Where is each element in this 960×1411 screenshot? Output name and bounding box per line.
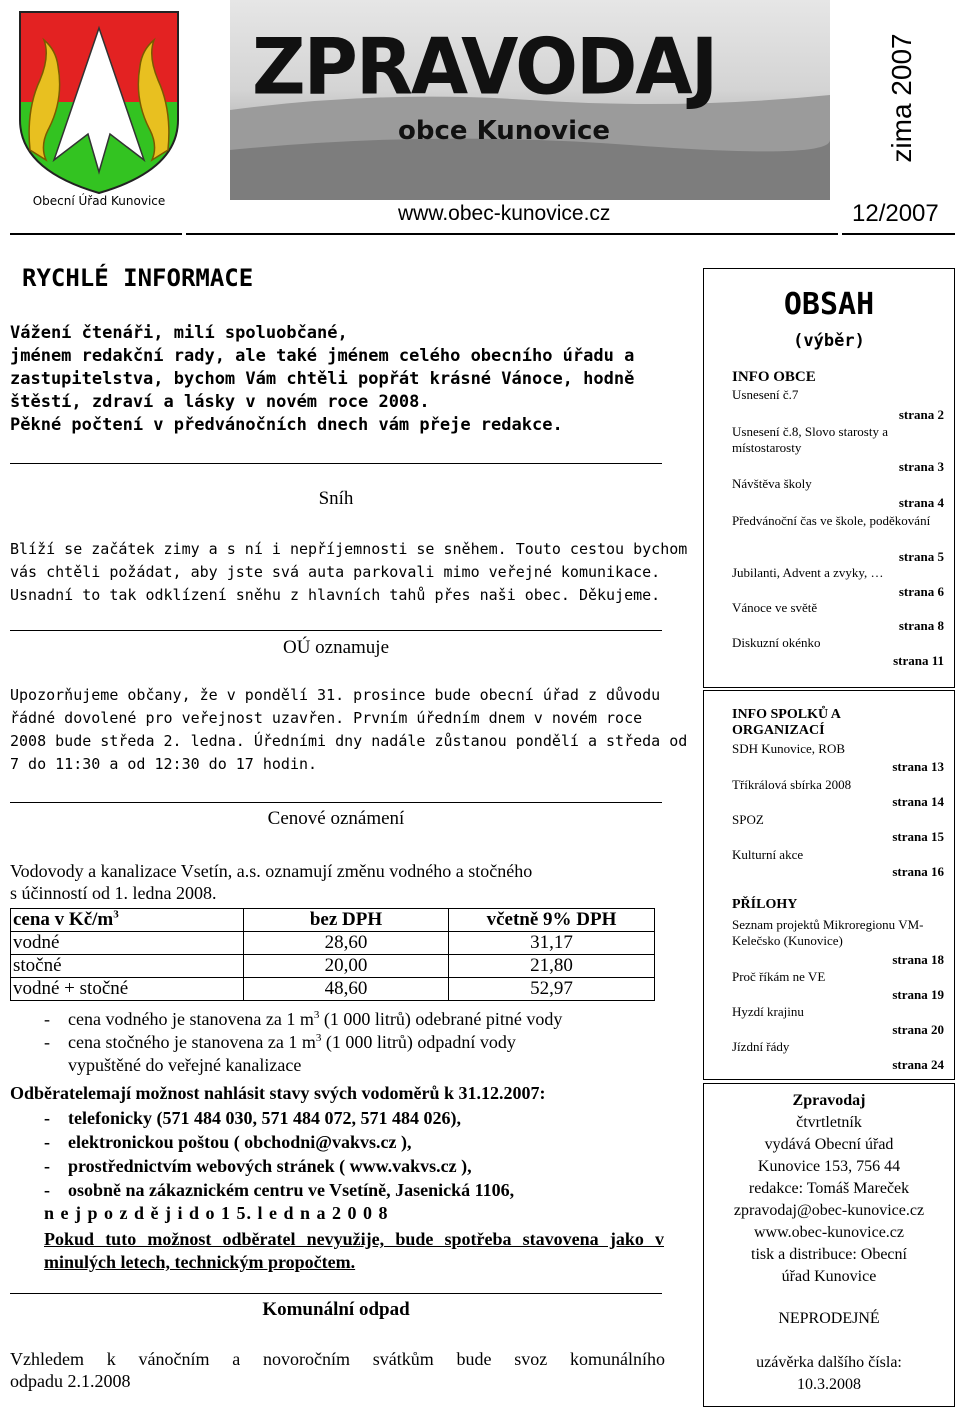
- toc-item-page[interactable]: strana 5: [898, 549, 944, 564]
- snow-title: Sníh: [318, 488, 354, 509]
- toc-item-label[interactable]: Usnesení č.8, Slovo starosty a místostarosty: [732, 424, 888, 455]
- note-sup: 3: [315, 1032, 322, 1044]
- toc-item-label[interactable]: Kulturní akce: [732, 847, 804, 862]
- row-label: vodné: [11, 932, 244, 955]
- toc-item-page[interactable]: strana 13: [892, 759, 944, 774]
- office-label: Obecní Úřad Kunovice: [32, 194, 166, 208]
- deadline-date: 10.3.2008: [797, 1376, 861, 1393]
- report-item: - prostřednictvím webových stránek ( www.vakvs.cz ),: [44, 1154, 664, 1178]
- report-item: - osobně na zákaznickém centru ve Vsetíně, Jasenická 1106,: [44, 1178, 664, 1202]
- price-intro-line: Vodovody a kanalizace Vsetín, a.s. oznamují změnu vodného a stočného: [10, 861, 533, 881]
- row-label: vodné + stočné: [11, 978, 244, 1001]
- note-sup: 3: [313, 1009, 320, 1021]
- report-deadline: n e j p o z d ě j i d o 1 5. l e d n a 2 0 0 8: [44, 1203, 389, 1223]
- banner-subtitle: obce Kunovice: [398, 116, 611, 146]
- note-text: cena stočného je stanovena za 1 m: [68, 1032, 316, 1052]
- toc-item-label[interactable]: Předvánoční čas ve škole, poděkování: [732, 513, 931, 528]
- note-text: (1 000 litrů) odebrané pitné vody: [319, 1009, 563, 1029]
- report-warning: Pokud tuto možnost odběratel nevyužije, bude spotřeba stavovena jako v minulých letech, technickým propočtem.: [44, 1229, 664, 1272]
- snow-line: vás chtěli požádat, aby jste svá auta parkovali mimo veřejné komunikace.: [10, 563, 661, 581]
- report-heading: Odběratelemají možnost nahlásit stavy svých vodoměrů k 31.12.2007:: [10, 1083, 546, 1103]
- row-label: stočné: [11, 955, 244, 978]
- toc-item-label[interactable]: Proč říkám ne VE: [732, 969, 826, 984]
- header-url-link[interactable]: www.obec-kunovice.cz: [398, 202, 611, 225]
- ou-line: Upozorňujeme občany, že v pondělí 31. prosince bude obecní úřad z důvodu: [10, 686, 661, 704]
- publisher-line: čtvrtletník: [796, 1114, 862, 1131]
- table-header-row: [11, 909, 655, 932]
- ou-line: řádné dovolené pro veřejnost uzavřen. Prvním úředním dnem v novém roce: [10, 709, 643, 727]
- header-label: cena v Kč/m: [13, 909, 114, 930]
- row-net: 20,00: [244, 955, 449, 978]
- greeting-line: jménem redakční rady, ale také jménem celého obecního úřadu a: [10, 346, 635, 366]
- greeting-line: zastupitelstva, bychom Vám chtěli popřát krásné Vánoce, hodně: [10, 369, 635, 389]
- price-notes: [44, 1008, 664, 1077]
- ou-text: [10, 684, 690, 776]
- publisher-box: [703, 1083, 955, 1407]
- toc-item-page[interactable]: strana 18: [892, 952, 944, 967]
- table-row: [11, 932, 655, 955]
- publisher-line: tisk a distribuce: Obecní: [751, 1246, 907, 1263]
- note-text: (1 000 litrů) odpadní vody: [321, 1032, 516, 1052]
- note-text: cena vodného je stanovena za 1 m: [68, 1009, 314, 1029]
- masthead-banner: [230, 0, 830, 200]
- section-divider: [10, 802, 662, 803]
- price-intro-line: s účinností od 1. ledna 2008.: [10, 883, 217, 903]
- greeting: [10, 322, 690, 437]
- greeting-line: štěstí, zdraví a lásky v novém roce 2008.: [10, 392, 430, 412]
- season-label: [852, 12, 952, 184]
- toc-item-label[interactable]: Tříkrálová sbírka 2008: [732, 777, 852, 792]
- toc-item-page[interactable]: strana 3: [898, 459, 944, 474]
- row-gross: 31,17: [449, 932, 655, 955]
- snow-line: Blíží se začátek zimy a s ní i nepříjemnosti se sněhem. Touto cestou bychom: [10, 540, 688, 558]
- toc-item-label[interactable]: Usnesení č.7: [732, 387, 799, 402]
- deadline-label: uzávěrka dalšího čísla:: [756, 1354, 902, 1371]
- toc-item-page[interactable]: strana 15: [892, 829, 944, 844]
- toc-item-label[interactable]: SPOZ: [732, 812, 764, 827]
- section-divider: [10, 463, 662, 464]
- toc-item-label[interactable]: Hyzdí krajinu: [732, 1004, 804, 1019]
- toc-item-page[interactable]: strana 19: [892, 987, 944, 1002]
- snow-line: Usnadní to tak odklízení sněhu z hlavních tahů přes naši obec. Děkujeme.: [10, 586, 661, 604]
- ou-title: OÚ oznamuje: [282, 637, 390, 658]
- publisher-line: redakce: Tomáš Mareček: [748, 1180, 910, 1197]
- toc-item-label[interactable]: Návštěva školy: [732, 476, 812, 491]
- not-for-sale-label: NEPRODEJNÉ: [778, 1310, 880, 1327]
- waste-line: odpadu 2.1.2008: [10, 1371, 131, 1391]
- issue-number: 12/2007: [852, 200, 939, 227]
- snow-text: [10, 538, 690, 607]
- report-item: - elektronickou poštou ( obchodni@vakvs.cz ),: [44, 1130, 664, 1154]
- section-divider: [10, 1293, 662, 1294]
- publication-title: Zpravodaj: [792, 1092, 866, 1109]
- toc-item-page[interactable]: strana 6: [898, 584, 944, 599]
- table-of-contents: [703, 268, 955, 688]
- ou-line: 2008 bude středa 2. ledna. Úředními dny nadále zůstanou pondělí a středa od: [10, 732, 688, 750]
- price-note: [44, 1008, 664, 1031]
- table-header-cell: [11, 909, 244, 932]
- toc-category: INFO SPOLKŮ A ORGANIZACÍ: [732, 707, 841, 738]
- toc-title: OBSAH: [783, 287, 875, 322]
- row-net: 28,60: [244, 932, 449, 955]
- toc-item-label[interactable]: Jubilanti, Advent a zvyky, …: [732, 565, 884, 580]
- section-divider: [10, 630, 662, 631]
- note-text: vypuštěné do veřejné kanalizace: [68, 1055, 302, 1075]
- section-title: RYCHLÉ INFORMACE: [22, 264, 254, 292]
- report-item: - telefonicky (571 484 030, 571 484 072, 571 484 026),: [44, 1106, 664, 1130]
- row-net: 48,60: [244, 978, 449, 1001]
- toc-item-label[interactable]: Jízdní řády: [732, 1039, 790, 1054]
- price-title: Cenové oznámení: [267, 808, 405, 829]
- header-divider: [10, 233, 182, 235]
- price-note: [44, 1031, 664, 1077]
- toc-item-page[interactable]: strana 4: [898, 495, 944, 510]
- toc-item-page[interactable]: strana 8: [898, 618, 944, 633]
- table-header-cell: bez DPH: [244, 909, 449, 932]
- table-row: [11, 955, 655, 978]
- table-row: [11, 978, 655, 1001]
- toc-category: INFO OBCE: [732, 369, 816, 385]
- price-intro: [10, 860, 670, 904]
- contact-email[interactable]: zpravodaj@obec-kunovice.cz: [733, 1202, 925, 1219]
- toc-item-label[interactable]: Vánoce ve světě: [732, 600, 818, 615]
- toc-item-page[interactable]: strana 2: [898, 407, 944, 422]
- toc-item-label[interactable]: Diskuzní okénko: [732, 635, 821, 650]
- toc-item-page[interactable]: strana 24: [892, 1057, 944, 1072]
- toc-item-page[interactable]: strana 14: [892, 794, 944, 809]
- greeting-line: Vážení čtenáři, milí spoluobčané,: [10, 323, 348, 343]
- waste-line: Vzhledem k vánočním a novoročním svátkům bude svoz komunálního: [10, 1349, 665, 1369]
- publisher-line: Kunovice 153, 756 44: [757, 1158, 901, 1175]
- price-table: [10, 908, 655, 1001]
- toc-category: PŘÍLOHY: [732, 897, 798, 912]
- waste-title: Komunální odpad: [262, 1299, 410, 1320]
- publisher-line: úřad Kunovice: [781, 1268, 877, 1285]
- row-gross: 52,97: [449, 978, 655, 1001]
- toc-item-page[interactable]: strana 20: [892, 1022, 944, 1037]
- report-list: [44, 1106, 664, 1202]
- greeting-line: Pěkné počtení v předvánočních dnech vám přeje redakce.: [10, 415, 563, 435]
- table-header-cell: včetně 9% DPH: [449, 909, 655, 932]
- banner-title: ZPRAVODAJ: [252, 22, 717, 113]
- row-gross: 21,80: [449, 955, 655, 978]
- organisations-contents: [703, 690, 955, 1080]
- toc-item-page[interactable]: strana 16: [892, 864, 944, 879]
- waste-text: [10, 1348, 665, 1392]
- publisher-line: vydává Obecní úřad: [764, 1136, 894, 1153]
- contact-website[interactable]: www.obec-kunovice.cz: [753, 1224, 904, 1241]
- header-divider: [842, 233, 955, 235]
- season-text: zima 2007: [886, 33, 917, 163]
- toc-item-label[interactable]: SDH Kunovice, ROB: [732, 741, 846, 756]
- toc-item-page[interactable]: strana 11: [893, 653, 944, 668]
- toc-item-label[interactable]: Seznam projektů Mikroregionu VM-Kelečsko (Kunovice): [732, 917, 924, 948]
- ou-line: 7 do 11:30 a od 12:30 do 17 hodin.: [10, 755, 318, 773]
- header-divider: [186, 233, 838, 235]
- municipal-crest-logo: [18, 10, 180, 195]
- header-sup: 3: [113, 908, 119, 921]
- toc-subtitle: (výběr): [793, 331, 865, 351]
